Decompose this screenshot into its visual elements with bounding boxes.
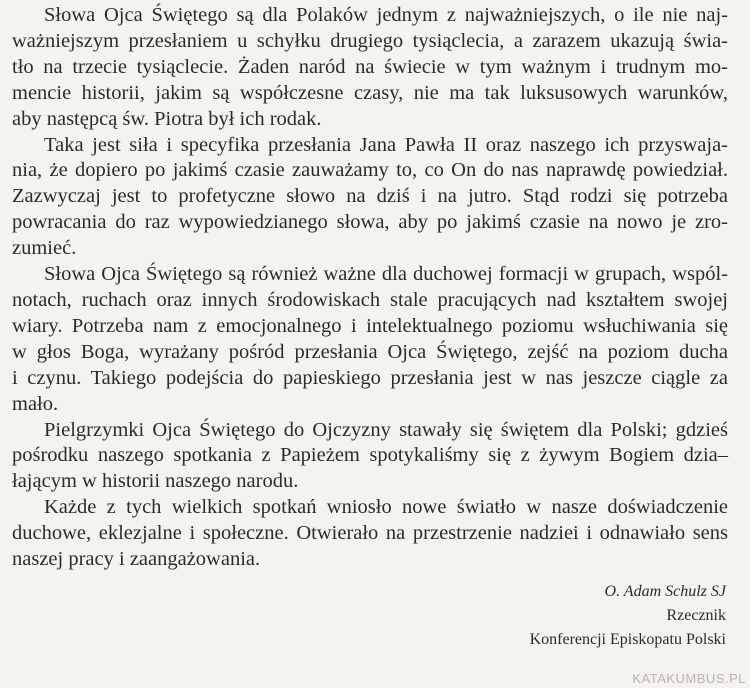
text-line: i czynu. Takiego podejścia do papieskiego przesłania jest w nas jeszcze ciągle za: [12, 366, 728, 389]
text-line: Słowa Ojca Świętego są dla Polaków jednym z najważniejszych, o ile nie naj-: [44, 4, 728, 26]
text-line: duchowe, eklezjalne i społeczne. Otwierało na przestrzenie nadziei i odnawiało sens: [12, 522, 728, 545]
paragraph-1: [12, 3, 728, 133]
text-line: Zazwyczaj jest to profetyczne słowo na dziś i na jutro. Stąd rodzi się potrzeba: [12, 185, 728, 208]
text-line: wiary. Potrzeba nam z emocjonalnego i intelektualnego poziomu wsłuchiwania się: [12, 314, 728, 337]
watermark: KATAKUMBUS.PL: [632, 671, 746, 686]
signature-name: O. Adam Schulz SJ: [604, 583, 726, 600]
text-line: Taka jest siła i specyfika przesłania Jana Pawła II oraz naszego ich przyswaja-: [44, 133, 728, 156]
text-line: Pielgrzymki Ojca Świętego do Ojczyzny stawały się świętem dla Polski; gdzieś: [44, 418, 728, 441]
paragraph-5: [12, 495, 728, 573]
text-line: Każde z tych wielkich spotkań wniosło nowe światło w nasze doświadczenie: [44, 496, 728, 519]
text-line: nia, że dopiero po jakimś czasie zauważamy to, co On do nas naprawdę powiedział.: [12, 159, 728, 182]
paragraph-2: [12, 133, 728, 263]
text-line: zumieć.: [12, 237, 77, 260]
text-line: łającym w historii naszego narodu.: [12, 470, 299, 493]
text-line: pośrodku naszego spotkania z Papieżem spotykaliśmy się z żywym Bogiem dzia–: [12, 444, 728, 467]
paragraph-4: [12, 418, 728, 496]
text-line: tło na trzecie tysiąclecie. Żaden naród na świecie w tym ważnym i trudnym mo-: [12, 55, 728, 78]
signature-block: [530, 580, 726, 652]
body-text: [12, 3, 728, 573]
text-line: notach, ruchach oraz innych środowiskach stale pracujących nad kształtem swojej: [12, 288, 728, 311]
text-line: mało.: [12, 392, 59, 415]
text-line: mencie historii, jakim są współczesne czasy, nie ma tak luksusowych warunków,: [12, 81, 728, 104]
paragraph-3: [12, 262, 728, 417]
text-line: ważniejszym przesłaniem u schyłku drugiego tysiąclecia, a zarazem ukazują świa-: [12, 29, 728, 52]
text-line: w głos Boga, wyrażany pośród przesłania Ojca Świętego, zejść na poziom ducha: [12, 340, 728, 363]
text-line: aby następcą św. Piotra był ich rodak.: [12, 107, 322, 130]
signature-role: Rzecznik: [666, 607, 726, 624]
text-line: Słowa Ojca Świętego są również ważne dla duchowej formacji w grupach, wspól-: [44, 263, 728, 286]
signature-organization: Konferencji Episkopatu Polski: [529, 631, 726, 648]
text-line: powracania do raz wypowiedzianego słowa, aby po jakimś czasie na nowo je zro-: [12, 211, 728, 234]
text-line: naszej pracy i zaangażowania.: [12, 548, 261, 571]
